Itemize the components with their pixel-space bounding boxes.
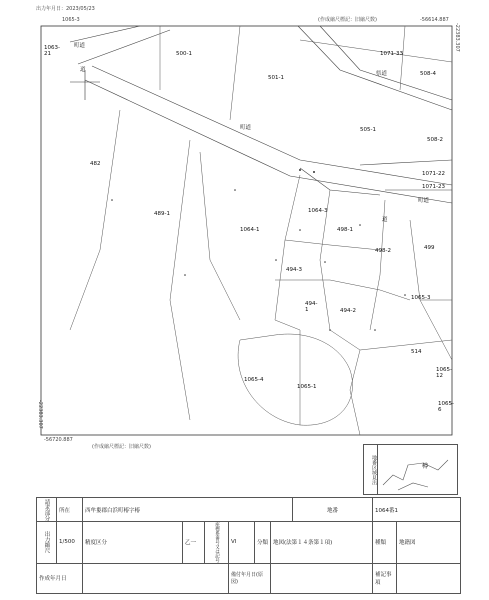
parcel-boundaries	[70, 26, 452, 435]
parcel-label: 1065-6	[438, 401, 454, 413]
road-label: 県道	[376, 71, 388, 77]
parcel-label: 1065-12	[436, 367, 452, 379]
parcel-label: 508-2	[427, 137, 443, 143]
classification-value: 地図(法第１４条第１項)	[271, 522, 373, 564]
coordinate-system-value: VI	[229, 522, 255, 564]
parcel-label: 494-2	[340, 308, 356, 314]
index-number: 1065-3	[62, 17, 80, 23]
parcel-label: 489-1	[154, 211, 170, 217]
left-coordinate: -22383.307	[37, 400, 43, 429]
parcel-label: 1065-3	[411, 295, 431, 301]
parcel-label: 1065-4	[244, 377, 264, 383]
type-value: 地籍図	[397, 522, 461, 564]
road-label: 町道	[240, 125, 252, 131]
parcel-label: 508-4	[420, 71, 436, 77]
parcel-label: 494-3	[286, 267, 302, 273]
parcel-label: 1064-1	[240, 227, 260, 233]
register-info-table	[36, 497, 461, 594]
parcel-label: 505-1	[360, 127, 376, 133]
inset-map	[378, 445, 457, 494]
issue-date: 出力年月日：2023/05/23	[36, 6, 95, 12]
parcel-label: 1063-21	[44, 45, 60, 57]
road-label: 町道	[74, 43, 86, 49]
parcel-label: 482	[90, 161, 101, 167]
parcel-label: 498-1	[337, 227, 353, 233]
type-label: 種類	[373, 522, 397, 564]
parcel-label: 498-2	[375, 248, 391, 254]
road-label: 道	[80, 67, 86, 73]
parcel-label: 500-1	[176, 51, 192, 57]
inset-place: 樽	[422, 463, 429, 470]
parcel-label: 494-1	[305, 301, 318, 313]
scale-value: 1/500	[57, 522, 83, 564]
parcel-label: 1071-33	[380, 51, 403, 57]
district-index-inset	[363, 444, 458, 495]
notes-value	[397, 563, 461, 593]
top-scale-note: (作成縮尺標記：旧縮尺数)	[318, 17, 377, 23]
precision-value: 乙一	[183, 522, 205, 564]
coordinate-system-label: 座標系番号又は記号	[205, 522, 229, 564]
bottom-coordinate: -56720.887	[44, 437, 73, 443]
notes-label: 補記事項	[373, 563, 397, 593]
bottom-scale-note: (作成縮尺標記：旧縮尺数)	[92, 444, 151, 450]
prepared-date-value	[271, 563, 373, 593]
inset-label: 地番区域見出	[364, 445, 378, 494]
parcel-number-label: 地番	[293, 498, 373, 522]
parcel-number-value: 1064番1	[373, 498, 461, 522]
created-date-label: 作成年月日	[37, 563, 83, 593]
parcel-label: 499	[424, 245, 435, 251]
parcel-label: 1065-1	[297, 384, 317, 390]
classification-label: 分類	[255, 522, 271, 564]
prepared-date-label: 備付年月日(原図)	[229, 563, 271, 593]
parcel-label: 501-1	[268, 75, 284, 81]
location-label: 所在	[57, 498, 83, 522]
created-date-value	[83, 563, 229, 593]
road-label: 町道	[418, 198, 430, 204]
parcel-label: 1064-3	[308, 208, 328, 214]
parcel-label: 1071-22	[422, 171, 445, 177]
output-scale-head: 出力縮尺	[37, 522, 57, 564]
right-coordinate: -22383.307	[454, 23, 460, 52]
road-label: 道	[382, 217, 388, 223]
precision-label: 精度区分	[83, 522, 183, 564]
parcel-label: 514	[411, 349, 422, 355]
location-value: 西牟婁郡白浜町椿字椿	[83, 498, 293, 522]
request-part-head: 請求部分	[37, 498, 57, 522]
top-coordinate: -56614.887	[420, 17, 449, 23]
parcel-label: 1071-23	[422, 184, 445, 190]
